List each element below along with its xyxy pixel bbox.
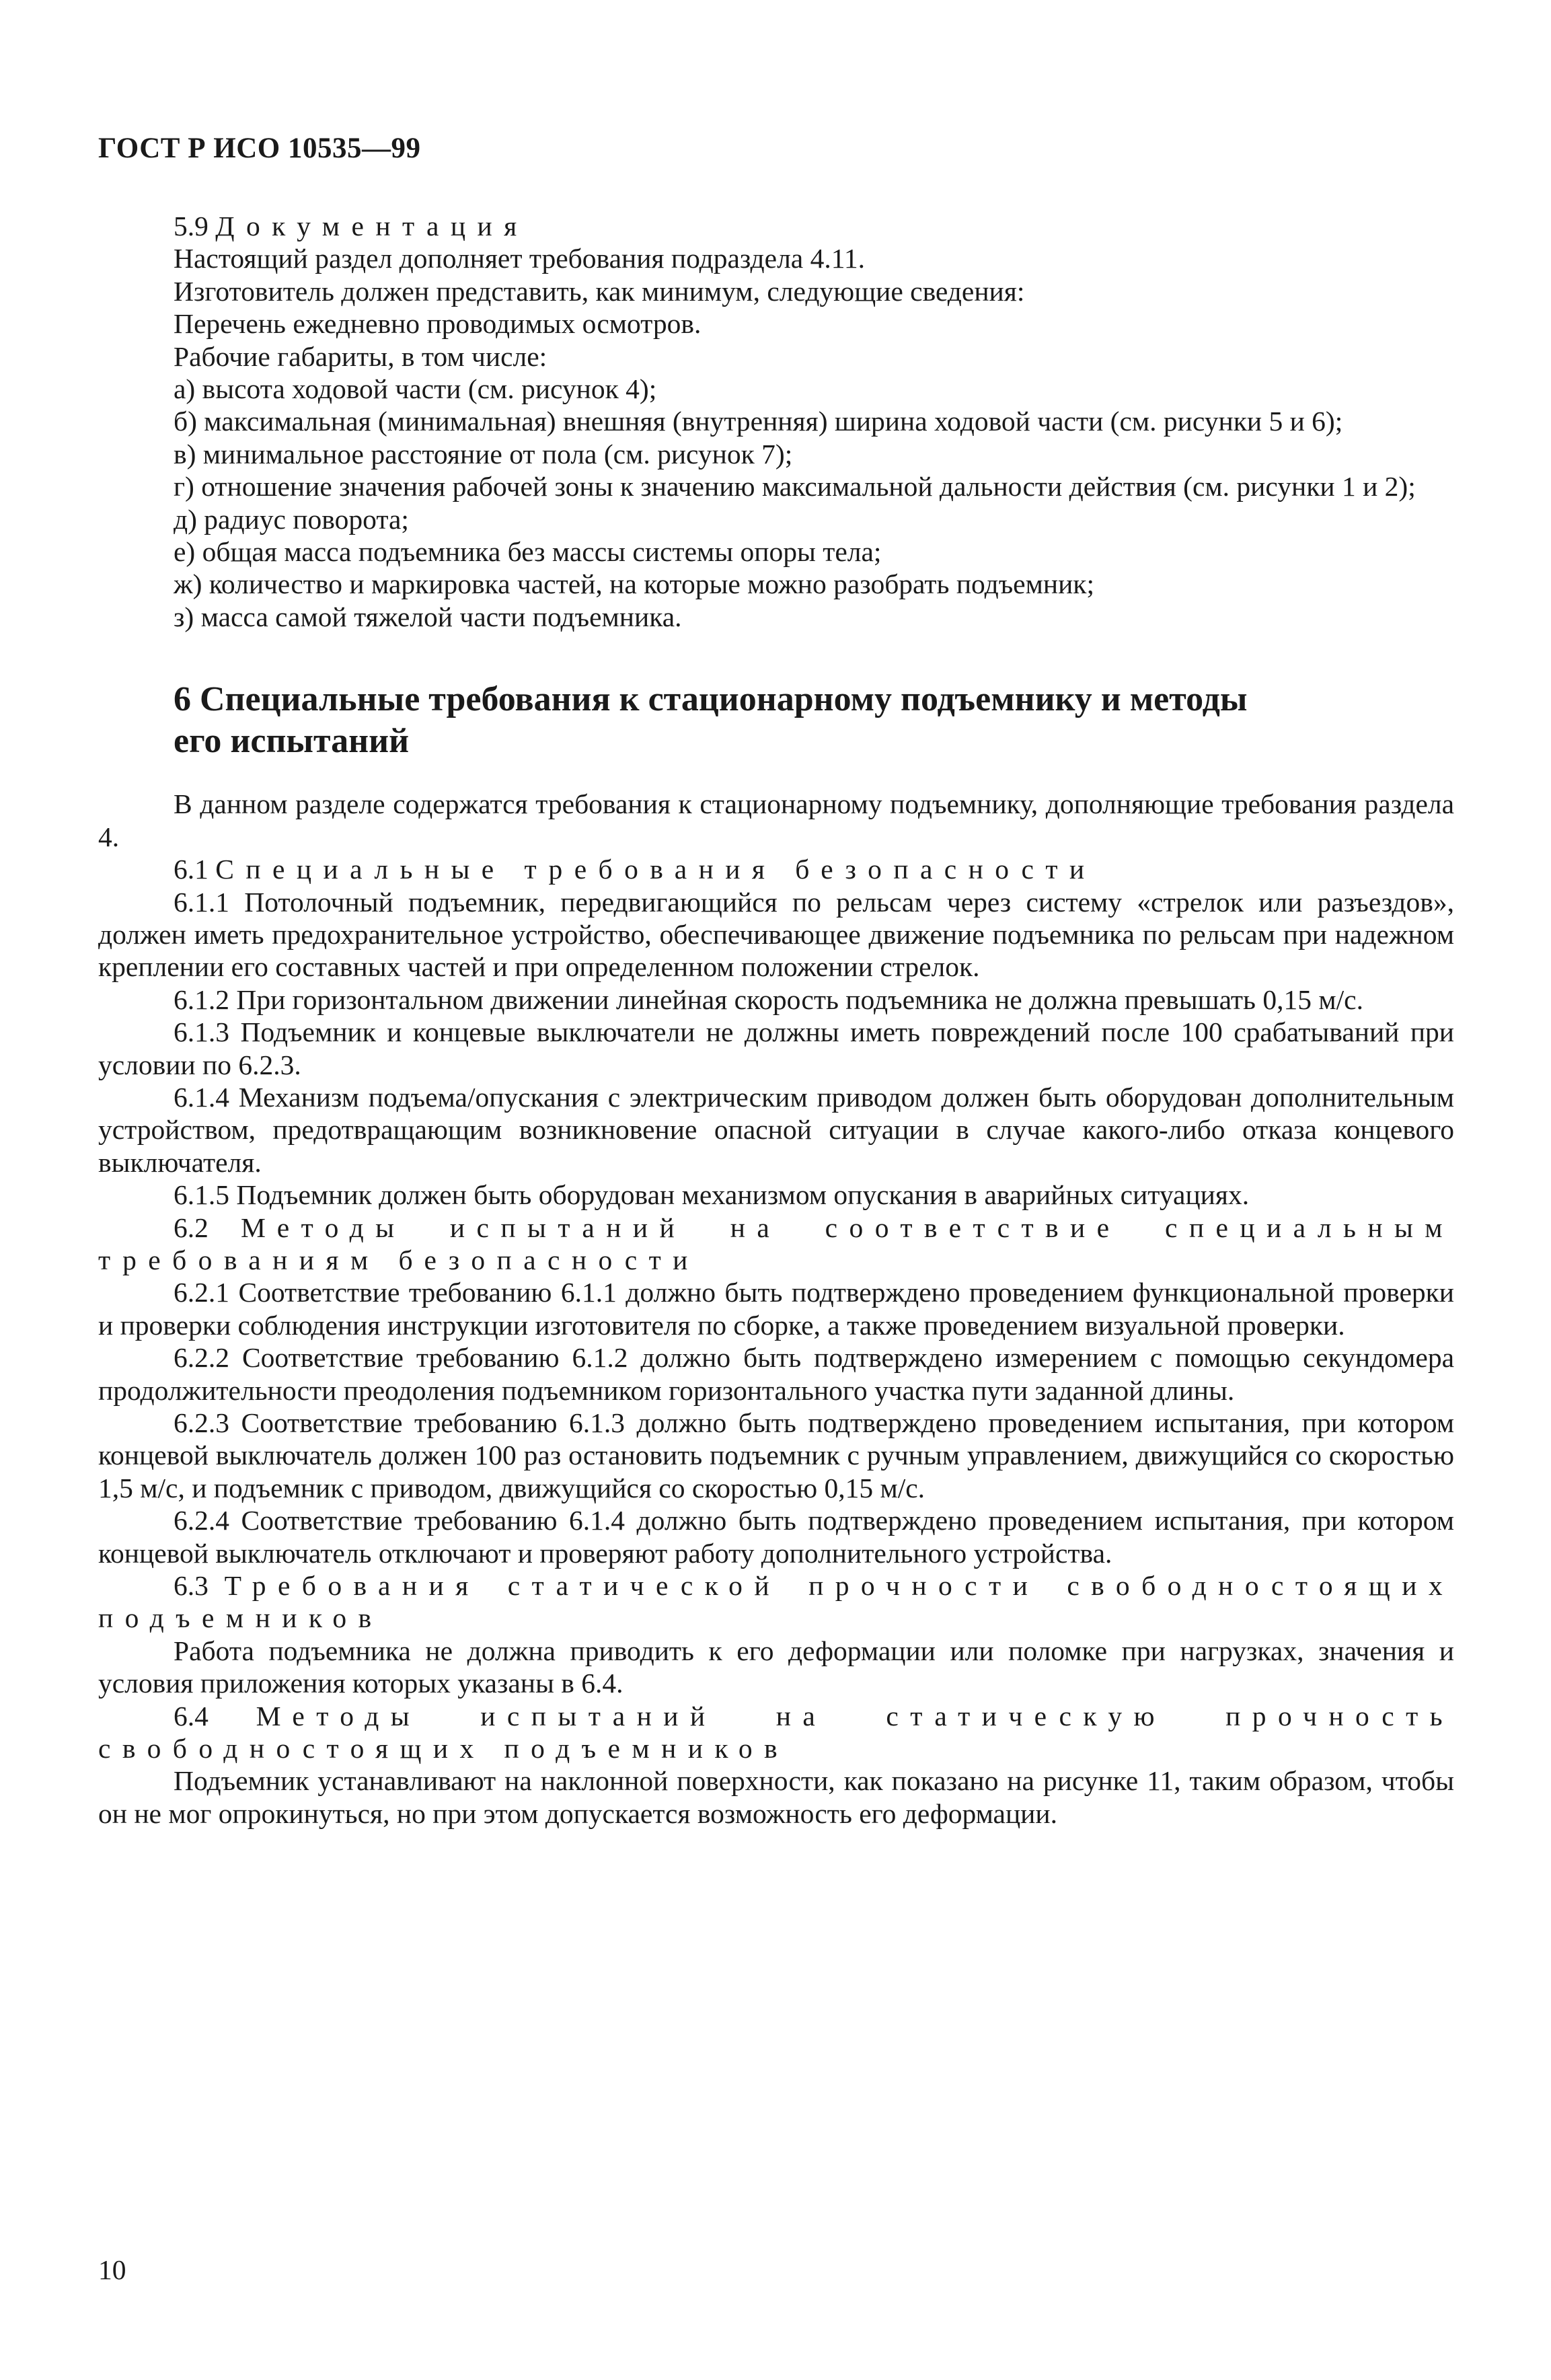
clause-6-1-4: 6.1.4 Механизм подъема/опускания с электрическим приводом должен быть оборудован дополнительным устройством, предотвращающим возникновение опасной ситуации в случае какого-либо отказа концевого выключателя. xyxy=(98,1081,1454,1178)
list-item: г) отношение значения рабочей зоны к значению максимальной дальности действия (см. рисунки 1 и 2); xyxy=(174,471,1416,503)
section-6-heading xyxy=(98,679,1454,762)
list-item: а) высота ходовой части (см. рисунок 4); xyxy=(174,373,657,405)
clause-6-1-5: 6.1.5 Подъемник должен быть оборудован механизмом опускания в аварийных ситуациях. xyxy=(174,1179,1250,1211)
section-heading-line: 6 Специальные требования к стационарному подъемнику и методы xyxy=(174,680,1248,719)
subsection-title: Методы испытаний на соответствие специальным требованиям безопасности xyxy=(98,1212,1454,1275)
paragraph: Изготовитель должен представить, как минимум, следующие сведения: xyxy=(174,275,1025,307)
subsection-6-2-heading xyxy=(98,1212,1454,1277)
list-item: в) минимальное расстояние от пола (см. рисунок 7); xyxy=(174,438,793,470)
subsection-number: 6.1 xyxy=(174,854,209,885)
clause-6-3-text: Работа подъемника не должна приводить к его деформации или поломке при нагрузках, значения и условия приложения которых указаны в 6.4. xyxy=(98,1635,1454,1699)
list-item: е) общая масса подъемника без массы системы опоры тела; xyxy=(174,536,882,568)
document-number-header: ГОСТ Р ИСО 10535—99 xyxy=(98,133,421,164)
subsection-title: Методы испытаний на статическую прочность свободностоящих подъемников xyxy=(98,1700,1455,1764)
document-body xyxy=(98,210,1454,1830)
subsection-5-9-heading xyxy=(98,210,1454,242)
page-number: 10 xyxy=(98,2254,126,2285)
paragraph: Настоящий раздел дополняет требования подраздела 4.11. xyxy=(174,243,866,274)
section-intro: В данном разделе содержатся требования к стационарному подъемнику, дополняющие требования раздела 4. xyxy=(98,788,1454,852)
paragraph: Рабочие габариты, в том числе: xyxy=(174,340,547,372)
subsection-number: 6.3 xyxy=(174,1570,209,1602)
subsection-title: Требования статической прочности свободностоящих подъемников xyxy=(98,1570,1455,1634)
subsection-6-1-heading xyxy=(98,853,1454,885)
clause-6-2-2: 6.2.2 Соответствие требованию 6.1.2 должно быть подтверждено измерением с помощью секундомера продолжительности преодоления подъемником горизонтального участка пути заданной длины. xyxy=(98,1342,1454,1406)
subsection-6-3-heading xyxy=(98,1569,1454,1635)
subsection-number: 5.9 xyxy=(174,211,209,241)
clause-6-4-text: Подъемник устанавливают на наклонной поверхности, как показано на рисунке 11, таким образом, чтобы он не мог опрокинуться, но при этом допускается возможность его деформации. xyxy=(98,1765,1454,1829)
clause-6-1-2: 6.1.2 При горизонтальном движении линейная скорость подъемника не должна превышать 0,15 м/с. xyxy=(174,983,1363,1015)
clause-6-2-3: 6.2.3 Соответствие требованию 6.1.3 должно быть подтверждено проведением испытания, при котором концевой выключатель должен 100 раз остановить подъемник с ручным управлением, движущийся со скоростью 1,5 м/с, и подъемник с приводом, движущийся со скоростью 0,15 м/с. xyxy=(98,1407,1454,1503)
subsection-title: Специальные требования безопасности xyxy=(215,854,1096,885)
clause-6-1-3: 6.1.3 Подъемник и концевые выключатели не должны иметь повреждений после 100 срабатываний при условии по 6.2.3. xyxy=(98,1016,1454,1080)
list-item: з) масса самой тяжелой части подъемника. xyxy=(174,601,682,632)
subsection-number: 6.4 xyxy=(174,1700,209,1732)
list-item: ж) количество и маркировка частей, на которые можно разобрать подъемник; xyxy=(174,568,1094,600)
list-item: д) радиус поворота; xyxy=(174,503,409,535)
subsection-number: 6.2 xyxy=(174,1212,209,1243)
section-heading-line: его испытаний xyxy=(174,722,410,761)
subsection-title: Документация xyxy=(215,211,529,241)
clause-6-2-1: 6.2.1 Соответствие требованию 6.1.1 должно быть подтверждено проведением функциональной проверки и проверки соблюдения инструкции изготовителя по сборке, а также проведением визуальной проверки. xyxy=(98,1277,1454,1341)
clause-6-1-1: 6.1.1 Потолочный подъемник, передвигающийся по рельсам через систему «стрелок или разъездов», должен иметь предохранительное устройство, обеспечивающее движение подъемника по рельсам при надежном креплении его составных частей и при определенном положении стрелок. xyxy=(98,886,1454,983)
clause-6-2-4: 6.2.4 Соответствие требованию 6.1.4 должно быть подтверждено проведением испытания, при котором концевой выключатель отключают и проверяют работу дополнительного устройства. xyxy=(98,1505,1454,1569)
list-item: б) максимальная (минимальная) внешняя (внутренняя) ширина ходовой части (см. рисунки 5 и 6); xyxy=(174,406,1343,437)
subsection-6-4-heading xyxy=(98,1700,1454,1765)
paragraph: Перечень ежедневно проводимых осмотров. xyxy=(174,308,702,340)
